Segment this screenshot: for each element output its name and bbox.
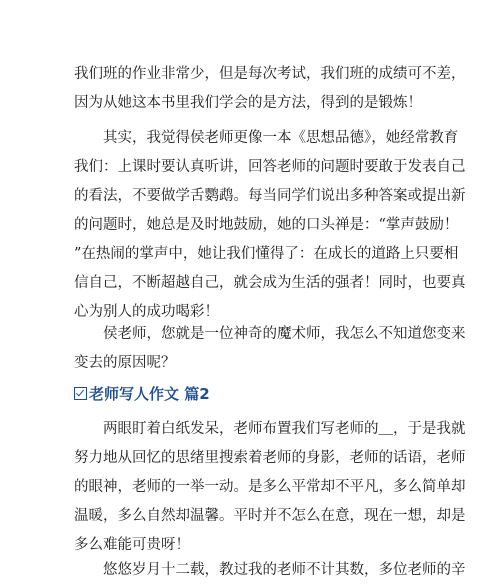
text-line: 信自己，不断超越自己，就会成为生活的强者！同时，也要真 [74,275,466,291]
text-line: 的看法，不要做学舌鹦鹉。每当同学们说出多种答案或提出新 [74,188,466,204]
text-line: 的眼神，老师的一举一动。是多么平常却不平凡，多么简单却 [74,479,466,495]
section-heading-text: 老师写人作文 篇2 [89,385,210,403]
text-line: 多么难能可贵呀！ [74,537,190,553]
text-line: ”在热闹的掌声中，她让我们懂得了：在成长的道路上只要相 [74,246,459,262]
text-line: 因为从她这本书里我们学会的是方法，得到的是锻炼！ [74,95,422,111]
text-line: 变去的原因呢？ [74,355,176,371]
text-line: 温暖，多么自然却温馨。平时并不怎么在意，现在一想，却是 [74,508,466,524]
text-line: 我们：上课时要认真听讲，回答老师的问题时要敢于发表自己 [74,159,466,175]
text-line: 其实，我觉得侯老师更像一本《思想品德》，她经常教育 [103,130,459,146]
section-heading [74,380,210,408]
text-line: 心为别人的成功喝彩！ [74,304,219,320]
text-line: 侯老师，您就是一位神奇的魔术师，我怎么不知道您变来 [103,326,466,342]
text-line: 两眼盯着白纸发呆，老师布置我们写老师的＿，于是我就 [103,421,466,437]
text-line: 我们班的作业非常少，但是每次考试，我们班的成绩可不差， [74,66,466,82]
checkbox-icon [74,387,87,400]
text-line: 努力地从回忆的思绪里搜索着老师的身影，老师的话语，老师 [74,450,466,466]
text-line: 悠悠岁月十二载，教过我的老师不计其数，多位老师的辛 [103,562,466,578]
text-line: 的问题时，她总是及时地鼓励，她的口头禅是：“掌声鼓励！ [74,217,459,233]
